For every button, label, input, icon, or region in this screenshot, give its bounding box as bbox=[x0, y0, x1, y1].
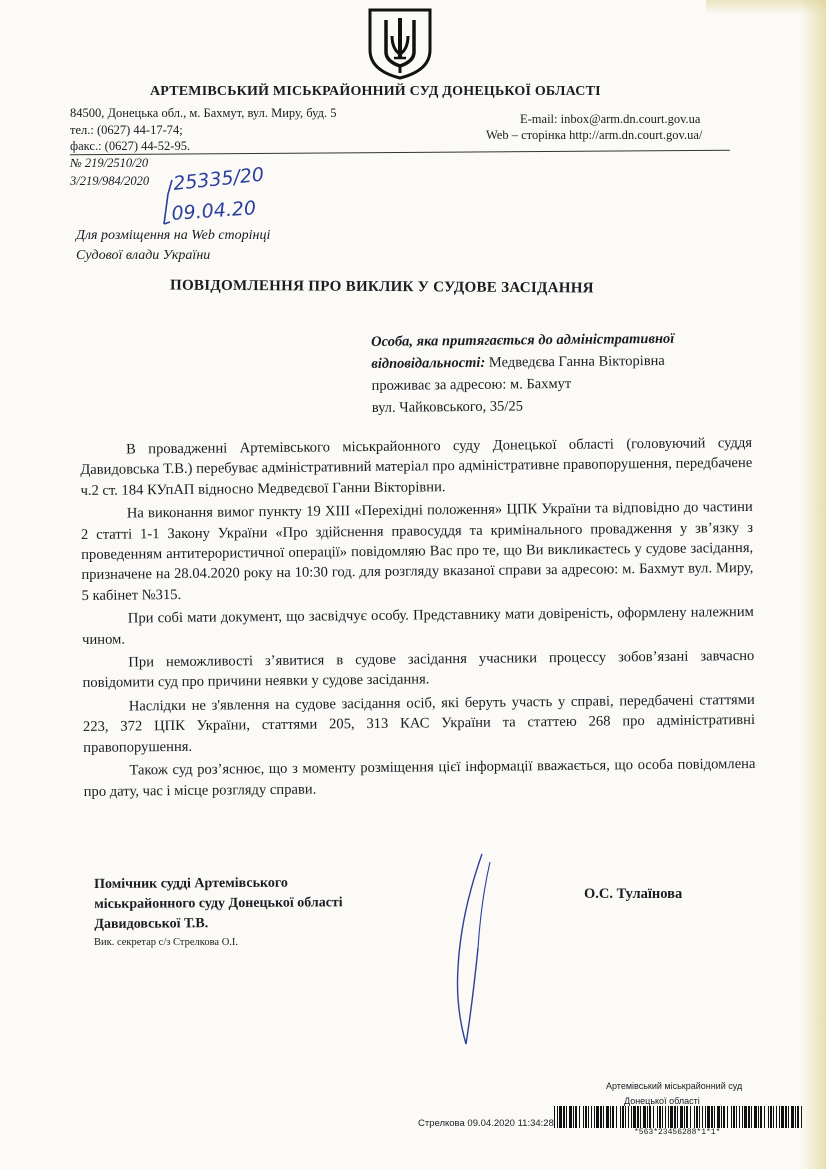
barcode-bar bbox=[690, 1106, 691, 1128]
barcode-bar bbox=[665, 1106, 666, 1128]
barcode-bar bbox=[744, 1106, 747, 1128]
barcode-bar bbox=[677, 1106, 678, 1128]
barcode-bar bbox=[622, 1106, 624, 1128]
barcode-bar bbox=[594, 1106, 595, 1128]
barcode-bar bbox=[569, 1106, 572, 1128]
barcode-bar bbox=[603, 1106, 604, 1128]
barcode-bar bbox=[612, 1106, 614, 1128]
body-paragraph-3: При собі мати документ, що засвідчує особу. Представнику мати довіреність, оформлену належним чином. bbox=[82, 604, 754, 648]
secretary-note: Вик. секретар с/з Стрелкова О.І. bbox=[94, 937, 239, 948]
barcode-bar bbox=[573, 1106, 574, 1128]
barcode-bar bbox=[585, 1106, 587, 1128]
court-email: E-mail: inbox@arm.dn.court.gov.ua bbox=[520, 112, 701, 126]
barcode bbox=[554, 1106, 806, 1128]
barcode-bar bbox=[662, 1106, 663, 1128]
barcode-bar bbox=[559, 1106, 562, 1128]
barcode-bar bbox=[649, 1106, 651, 1128]
barcode-bar bbox=[596, 1106, 599, 1128]
barcode-bar bbox=[754, 1106, 757, 1128]
stamp-court-region: Донецької області bbox=[624, 1096, 700, 1106]
court-address: 84500, Донецька обл., м. Бахмут, вул. Миру, буд. 5 bbox=[70, 106, 337, 120]
coat-of-arms-icon bbox=[364, 6, 436, 80]
body-paragraph-5: Наслідки не з'явлення на судове засідання осіб, які беруть участь у справі, передбачені статтями 223, 372 ЦПК України, статтями 205, 313 КАС України та статтею 268 про адміністративні правопорушення. bbox=[82, 691, 756, 756]
barcode-bar bbox=[620, 1106, 621, 1128]
barcode-bar bbox=[628, 1106, 629, 1128]
barcode-bar bbox=[760, 1106, 762, 1128]
body-paragraph-6: Також суд роз’яснює, що з моменту розміщення цієї інформації вважається, що особа повідомлена про дату, час і місце розгляду справи. bbox=[83, 756, 756, 800]
person-address-line-2: вул. Чайковського, 35/25 bbox=[371, 398, 524, 416]
document-title: ПОВІДОМЛЕННЯ ПРО ВИКЛИК У СУДОВЕ ЗАСІДАННЯ bbox=[169, 277, 594, 297]
barcode-bar bbox=[583, 1106, 584, 1128]
barcode-number: *563*23456288*1*1* bbox=[634, 1128, 721, 1137]
person-name: Медведєва Ганна Вікторівна bbox=[488, 352, 665, 371]
web-publication-note bbox=[76, 226, 270, 266]
barcode-bar bbox=[684, 1106, 685, 1128]
stamp-court-name: Артемівський міськрайонний суд bbox=[606, 1081, 743, 1091]
case-number: № 219/2510/20 bbox=[70, 156, 149, 170]
stamp-registration-meta: Стрелкова 09.04.2020 11:34:28 bbox=[418, 1118, 554, 1129]
barcode-bar bbox=[694, 1106, 695, 1128]
barcode-bar bbox=[702, 1106, 703, 1128]
barcode-bar bbox=[640, 1106, 641, 1128]
barcode-bar bbox=[776, 1106, 777, 1128]
handwritten-reg-number: 25335/20 bbox=[172, 164, 266, 195]
barcode-bar bbox=[711, 1106, 713, 1128]
barcode-bar bbox=[764, 1106, 765, 1128]
barcode-bar bbox=[670, 1106, 673, 1128]
handwritten-reg-date: 09.04.20 bbox=[170, 197, 257, 225]
body-paragraph-2: На виконання вимог пункту 19 XIII «Перехідні положення» ЦПК України та відповідно до частини 2 статті 1-1 Закону України «Про здійснення правосуддя та кримінального провадження у зв’язку з проведенням антитерористичної операції» повідомляю Вас про те, що Ви викликаєтесь у судове засідання, призначене на 28.04.2020 року на 10:30 год. для розгляду вказаної справи за адресою: м. Бахмут вул. Миру, 5 кабінет №315. bbox=[80, 499, 754, 604]
person-label-line-1: Особа, яка притягається до адміністративної bbox=[371, 330, 675, 350]
barcode-bar bbox=[721, 1106, 722, 1128]
person-block bbox=[371, 328, 675, 419]
barcode-bar bbox=[631, 1106, 632, 1128]
barcode-bar bbox=[797, 1106, 799, 1128]
barcode-bar bbox=[788, 1106, 789, 1128]
barcode-bar bbox=[727, 1106, 728, 1128]
barcode-bar bbox=[714, 1106, 715, 1128]
barcode-bar bbox=[557, 1106, 558, 1128]
barcode-bar bbox=[591, 1106, 592, 1128]
barcode-bar bbox=[606, 1106, 609, 1128]
barcode-bar bbox=[674, 1106, 676, 1128]
barcode-bar bbox=[758, 1106, 759, 1128]
barcode-bar bbox=[633, 1106, 636, 1128]
handwritten-registration bbox=[150, 164, 280, 226]
barcode-bar bbox=[768, 1106, 769, 1128]
body-paragraph-1: В провадженні Артемівського міськрайонного суду Донецької області (головуючий суддя Давидовська Т.В.) перебуває адміністративний матеріал про адміністративне правопорушення, передбачене ч.2 ст. 184 КУпАП відносно Медведєвої Ганни Вікторівни. bbox=[80, 434, 753, 499]
barcode-bar bbox=[575, 1106, 577, 1128]
barcode-bar bbox=[686, 1106, 688, 1128]
barcode-bar bbox=[733, 1106, 735, 1128]
court-website: Web – сторінка http://arm.dn.court.gov.ua/ bbox=[486, 128, 703, 142]
barcode-bar bbox=[680, 1106, 683, 1128]
barcode-bar bbox=[579, 1106, 580, 1128]
barcode-bar bbox=[600, 1106, 602, 1128]
signatory-position bbox=[94, 873, 343, 935]
barcode-bar bbox=[773, 1106, 774, 1128]
barcode-bar bbox=[785, 1106, 787, 1128]
barcode-bar bbox=[723, 1106, 725, 1128]
barcode-bar bbox=[653, 1106, 654, 1128]
notice-body bbox=[80, 433, 756, 805]
barcode-bar bbox=[795, 1106, 796, 1128]
signatory-line-1: Помічник судді Артемівського bbox=[94, 875, 288, 892]
barcode-bar bbox=[566, 1106, 567, 1128]
proceeding-number: 3/219/984/2020 bbox=[70, 174, 150, 188]
barcode-bar bbox=[742, 1106, 743, 1128]
barcode-bar bbox=[739, 1106, 740, 1128]
signatory-line-3: Давидовської Т.В. bbox=[94, 916, 209, 932]
handwritten-signature bbox=[440, 848, 500, 1048]
person-address-line-1: проживає за адресою: м. Бахмут bbox=[371, 375, 572, 394]
barcode-bar bbox=[731, 1106, 732, 1128]
barcode-bar bbox=[748, 1106, 750, 1128]
court-name: АРТЕМІВСЬКИЙ МІСЬКРАЙОННИЙ СУД ДОНЕЦЬКОЇ ОБЛАСТІ bbox=[150, 84, 601, 99]
barcode-bar bbox=[657, 1106, 658, 1128]
signatory-line-2: міськрайонного суду Донецької області bbox=[94, 895, 343, 912]
barcode-bar bbox=[668, 1106, 669, 1128]
barcode-bar bbox=[736, 1106, 737, 1128]
barcode-bar bbox=[770, 1106, 772, 1128]
barcode-bar bbox=[707, 1106, 710, 1128]
barcode-bar bbox=[659, 1106, 661, 1128]
barcode-bar bbox=[554, 1106, 555, 1128]
barcode-bar bbox=[610, 1106, 611, 1128]
web-note-line-1: Для розміщення на Web сторінці bbox=[76, 228, 271, 243]
barcode-bar bbox=[616, 1106, 617, 1128]
barcode-bar bbox=[751, 1106, 752, 1128]
barcode-bar bbox=[781, 1106, 784, 1128]
barcode-bar bbox=[791, 1106, 794, 1128]
barcode-bar bbox=[696, 1106, 698, 1128]
person-label-line-2: відповідальності: bbox=[371, 354, 486, 372]
signer-name: О.С. Тулаїнова bbox=[584, 886, 683, 902]
barcode-bar bbox=[625, 1106, 626, 1128]
barcode-bar bbox=[643, 1106, 646, 1128]
court-fax: факс.: (0627) 44-52-95. bbox=[70, 139, 191, 153]
body-paragraph-4: При неможливості з’явитися в судове засідання учасники процессу зобов’язані завчасно повідомити суд про причини неявки у судове засідання. bbox=[82, 648, 755, 692]
barcode-bar bbox=[588, 1106, 589, 1128]
court-phone: тел.: (0627) 44-17-74; bbox=[70, 123, 183, 137]
barcode-bar bbox=[699, 1106, 700, 1128]
barcode-bar bbox=[637, 1106, 639, 1128]
barcode-bar bbox=[563, 1106, 565, 1128]
barcode-bar bbox=[705, 1106, 706, 1128]
web-note-line-2: Судової влади України bbox=[76, 248, 211, 263]
barcode-bar bbox=[779, 1106, 780, 1128]
barcode-bar bbox=[647, 1106, 648, 1128]
page-corner-shadow bbox=[706, 0, 826, 14]
barcode-bar bbox=[717, 1106, 720, 1128]
page-edge-shadow bbox=[800, 0, 826, 1169]
